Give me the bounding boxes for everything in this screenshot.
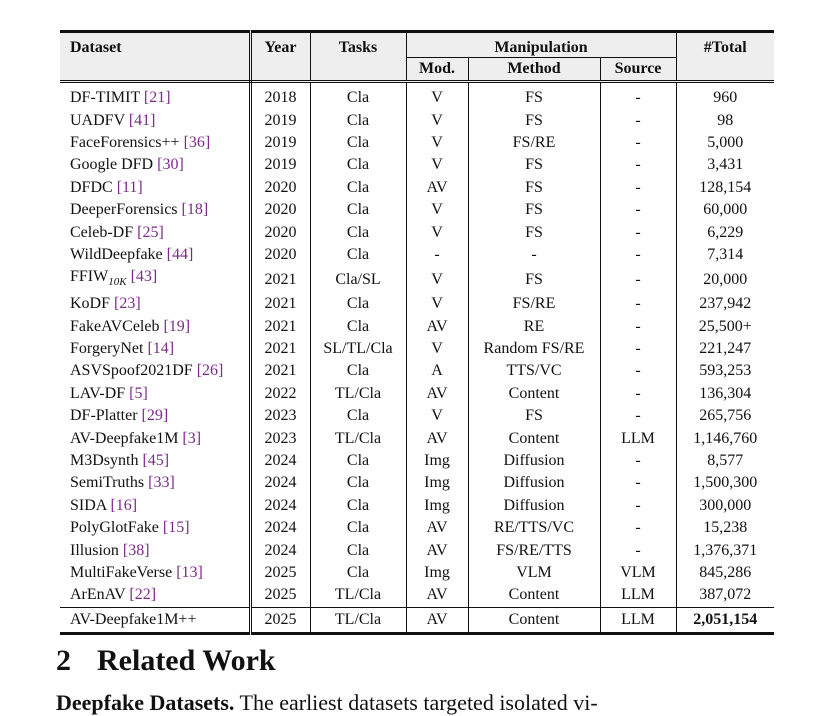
method-cell: FS — [468, 154, 600, 176]
tasks-cell: TL/Cla — [310, 383, 406, 405]
mod-cell: Img — [406, 450, 468, 472]
year-cell: 2025 — [250, 562, 310, 584]
tasks-cell: Cla — [310, 472, 406, 494]
dataset-cell — [60, 360, 250, 382]
source-cell: - — [600, 199, 676, 221]
mod-cell: AV — [406, 539, 468, 561]
method-cell: Diffusion — [468, 450, 600, 472]
method-cell: FS — [468, 199, 600, 221]
tasks-cell: Cla — [310, 82, 406, 110]
mod-cell: AV — [406, 607, 468, 633]
tasks-cell: Cla — [310, 244, 406, 266]
tasks-cell: TL/Cla — [310, 607, 406, 633]
dataset-cell — [60, 584, 250, 607]
citation-link[interactable]: [11] — [116, 178, 143, 196]
mod-cell: V — [406, 132, 468, 154]
dataset-cell — [60, 293, 250, 315]
year-cell: 2020 — [250, 244, 310, 266]
method-cell: FS — [468, 82, 600, 110]
table-row — [60, 177, 774, 199]
citation-link[interactable]: [30] — [157, 156, 184, 174]
table-row — [60, 539, 774, 561]
mod-cell: AV — [406, 427, 468, 449]
dataset-name: Google DFD — [70, 156, 154, 174]
dataset-cell — [60, 244, 250, 266]
year-cell: 2025 — [250, 607, 310, 633]
mod-cell: V — [406, 221, 468, 243]
table-header — [60, 32, 774, 82]
header-manipulation: Manipulation — [406, 32, 676, 58]
citation-link[interactable]: [15] — [162, 519, 190, 537]
tasks-cell: SL/TL/Cla — [310, 338, 406, 360]
total-cell: 60,000 — [703, 201, 748, 219]
tasks-cell: Cla — [310, 132, 406, 154]
source-cell: - — [600, 154, 676, 176]
table-row — [60, 293, 774, 315]
total-cell: 1,500,300 — [693, 474, 758, 492]
total-cell: 1,146,760 — [693, 429, 758, 447]
method-cell: Diffusion — [468, 472, 600, 494]
mod-cell: A — [406, 360, 468, 382]
dataset-subscript: 10K — [108, 276, 127, 289]
dataset-name: DeeperForensics — [70, 201, 178, 219]
method-cell: VLM — [468, 562, 600, 584]
mod-cell: V — [406, 266, 468, 293]
table-row — [60, 109, 774, 131]
datasets-table-container — [60, 30, 774, 635]
dataset-name: FaceForensics++ — [70, 133, 180, 151]
paragraph-text: The earliest datasets targeted isolated vi- — [234, 690, 598, 715]
dataset-name: ForgeryNet — [70, 340, 144, 358]
mod-cell: AV — [406, 517, 468, 539]
citation-link[interactable]: [44] — [166, 245, 194, 263]
dataset-cell — [60, 177, 250, 199]
citation-link[interactable]: [21] — [143, 89, 171, 107]
method-cell: TTS/VC — [468, 360, 600, 382]
method-cell: FS — [468, 266, 600, 293]
source-cell: LLM — [600, 607, 676, 633]
mod-cell: AV — [406, 383, 468, 405]
dataset-cell — [60, 539, 250, 561]
total-cell: 221,247 — [699, 340, 752, 358]
mod-cell: V — [406, 338, 468, 360]
header-source: Source — [600, 58, 676, 82]
table-row — [60, 244, 774, 266]
table-row — [60, 221, 774, 243]
source-cell: - — [600, 177, 676, 199]
total-cell: 5,000 — [707, 133, 744, 151]
method-cell: FS — [468, 109, 600, 131]
mod-cell: V — [406, 405, 468, 427]
tasks-cell: TL/Cla — [310, 427, 406, 449]
method-cell: FS — [468, 177, 600, 199]
source-cell: - — [600, 360, 676, 382]
tasks-cell: Cla — [310, 360, 406, 382]
source-cell: - — [600, 495, 676, 517]
method-cell: FS/RE — [468, 293, 600, 315]
mod-cell: - — [406, 244, 468, 266]
citation-link[interactable]: [18] — [181, 201, 209, 219]
year-cell: 2024 — [250, 495, 310, 517]
dataset-name: DF-TIMIT — [70, 89, 140, 107]
source-cell: - — [600, 539, 676, 561]
total-cell: 593,253 — [699, 362, 752, 380]
total-cell: 3,431 — [707, 156, 744, 174]
dataset-name: WildDeepfake — [70, 245, 163, 263]
header-total: #Total — [676, 32, 774, 82]
citation-link[interactable]: [36] — [183, 133, 211, 151]
year-cell: 2024 — [250, 472, 310, 494]
mod-cell: V — [406, 293, 468, 315]
source-cell: - — [600, 383, 676, 405]
table-row — [60, 316, 774, 338]
year-cell: 2025 — [250, 584, 310, 607]
mod-cell: AV — [406, 584, 468, 607]
dataset-cell — [60, 517, 250, 539]
mod-cell: AV — [406, 177, 468, 199]
dataset-cell — [60, 132, 250, 154]
dataset-name: Illusion — [70, 541, 119, 559]
header-dataset: Dataset — [60, 32, 250, 82]
year-cell: 2022 — [250, 383, 310, 405]
header-method: Method — [468, 58, 600, 82]
source-cell: VLM — [600, 562, 676, 584]
source-cell: - — [600, 132, 676, 154]
total-cell: 1,376,371 — [693, 541, 758, 559]
table-row — [60, 584, 774, 607]
source-cell: - — [600, 109, 676, 131]
year-cell: 2021 — [250, 316, 310, 338]
method-cell: FS — [468, 221, 600, 243]
tasks-cell: Cla — [310, 517, 406, 539]
total-cell: 20,000 — [703, 270, 748, 288]
total-cell: 7,314 — [707, 245, 744, 263]
source-cell: - — [600, 450, 676, 472]
dataset-name: DF-Platter — [70, 407, 138, 425]
year-cell: 2020 — [250, 177, 310, 199]
source-cell: - — [600, 338, 676, 360]
dataset-name: AV-Deepfake1M++ — [60, 607, 250, 633]
dataset-name: DFDC — [70, 178, 113, 196]
year-cell: 2021 — [250, 360, 310, 382]
dataset-cell — [60, 562, 250, 584]
dataset-cell — [60, 82, 250, 110]
source-cell: - — [600, 293, 676, 315]
mod-cell: V — [406, 154, 468, 176]
table-row — [60, 383, 774, 405]
citation-link[interactable]: [38] — [122, 541, 150, 559]
year-cell: 2021 — [250, 293, 310, 315]
tasks-cell: Cla — [310, 405, 406, 427]
method-cell: Content — [468, 584, 600, 607]
header-tasks: Tasks — [310, 32, 406, 82]
year-cell: 2020 — [250, 199, 310, 221]
source-cell: - — [600, 82, 676, 110]
table-row — [60, 562, 774, 584]
total-cell: 300,000 — [699, 496, 752, 514]
table-row-ours — [60, 607, 774, 633]
year-cell: 2023 — [250, 427, 310, 449]
paragraph-lead: Deepfake Datasets. — [56, 690, 235, 715]
dataset-name: LAV-DF — [70, 384, 126, 402]
year-cell: 2018 — [250, 82, 310, 110]
table-row — [60, 450, 774, 472]
dataset-name: ASVSpoof2021DF — [70, 362, 193, 380]
table-row — [60, 517, 774, 539]
dataset-cell — [60, 221, 250, 243]
table-row — [60, 472, 774, 494]
mod-cell: V — [406, 199, 468, 221]
citation-link[interactable]: [16] — [110, 496, 138, 514]
dataset-cell — [60, 266, 250, 293]
source-cell: - — [600, 316, 676, 338]
tasks-cell: Cla — [310, 316, 406, 338]
dataset-cell — [60, 405, 250, 427]
table-row — [60, 405, 774, 427]
source-cell: LLM — [600, 584, 676, 607]
dataset-cell — [60, 383, 250, 405]
method-cell: Diffusion — [468, 495, 600, 517]
dataset-name: KoDF — [70, 295, 111, 313]
dataset-cell — [60, 199, 250, 221]
table-row — [60, 427, 774, 449]
method-cell: RE/TTS/VC — [468, 517, 600, 539]
citation-link[interactable]: [29] — [141, 407, 169, 425]
tasks-cell: Cla — [310, 539, 406, 561]
tasks-cell: Cla — [310, 293, 406, 315]
table-row — [60, 82, 774, 110]
dataset-cell — [60, 109, 250, 131]
section-title: Related Work — [97, 644, 276, 677]
table-row — [60, 154, 774, 176]
year-cell: 2024 — [250, 517, 310, 539]
source-cell: - — [600, 244, 676, 266]
mod-cell: Img — [406, 472, 468, 494]
header-mod: Mod. — [406, 58, 468, 82]
method-cell: - — [468, 244, 600, 266]
citation-link[interactable]: [41] — [128, 111, 156, 129]
tasks-cell: TL/Cla — [310, 584, 406, 607]
total-cell: 387,072 — [699, 586, 752, 604]
source-cell: - — [600, 266, 676, 293]
year-cell: 2020 — [250, 221, 310, 243]
method-cell: FS/RE/TTS — [468, 539, 600, 561]
mod-cell: V — [406, 82, 468, 110]
tasks-cell: Cla/SL — [310, 266, 406, 293]
dataset-name: M3Dsynth — [70, 452, 139, 470]
total-cell: 960 — [713, 89, 738, 107]
year-cell: 2021 — [250, 338, 310, 360]
tasks-cell: Cla — [310, 199, 406, 221]
total-cell: 8,577 — [707, 452, 744, 470]
total-cell: 265,756 — [699, 407, 752, 425]
citation-link[interactable]: [19] — [163, 317, 191, 335]
year-cell: 2019 — [250, 109, 310, 131]
mod-cell: V — [406, 109, 468, 131]
dataset-cell — [60, 154, 250, 176]
tasks-cell: Cla — [310, 562, 406, 584]
total-cell: 6,229 — [707, 223, 744, 241]
table-row — [60, 266, 774, 293]
dataset-name: AV-Deepfake1M — [70, 429, 179, 447]
table-row — [60, 132, 774, 154]
tasks-cell: Cla — [310, 495, 406, 517]
year-cell: 2021 — [250, 266, 310, 293]
table-row — [60, 360, 774, 382]
dataset-name: MultiFakeVerse — [70, 564, 173, 581]
total-cell: 98 — [717, 111, 734, 129]
dataset-cell — [60, 450, 250, 472]
year-cell: 2019 — [250, 132, 310, 154]
source-cell: - — [600, 221, 676, 243]
citation-link[interactable]: [23] — [114, 295, 141, 313]
tasks-cell: Cla — [310, 221, 406, 243]
tasks-cell: Cla — [310, 177, 406, 199]
dataset-cell — [60, 472, 250, 494]
citation-link[interactable]: [33] — [148, 474, 175, 492]
paragraph — [56, 690, 598, 716]
dataset-name: ArEnAV — [70, 586, 126, 604]
section-number: 2 — [56, 644, 71, 677]
source-cell: - — [600, 472, 676, 494]
method-cell: Content — [468, 383, 600, 405]
dataset-cell — [60, 316, 250, 338]
mod-cell: Img — [406, 495, 468, 517]
table-row — [60, 338, 774, 360]
source-cell: LLM — [600, 427, 676, 449]
dataset-name: Celeb-DF — [70, 223, 134, 241]
citation-link[interactable]: [45] — [142, 452, 170, 470]
citation-link[interactable]: [14] — [147, 340, 175, 358]
section-heading — [56, 644, 276, 678]
dataset-name: SIDA — [70, 496, 107, 514]
citation-link[interactable]: [25] — [137, 223, 164, 241]
tasks-cell: Cla — [310, 109, 406, 131]
dataset-cell — [60, 495, 250, 517]
table-row — [60, 495, 774, 517]
total-cell: 2,051,154 — [676, 607, 774, 633]
dataset-name: FakeAVCeleb — [70, 317, 160, 335]
citation-link[interactable]: [5] — [129, 384, 148, 402]
source-cell: - — [600, 405, 676, 427]
method-cell: Content — [468, 607, 600, 633]
total-cell: 237,942 — [699, 295, 752, 313]
table-body — [60, 82, 774, 634]
citation-link[interactable]: [13] — [176, 564, 203, 581]
tasks-cell: Cla — [310, 450, 406, 472]
source-cell: - — [600, 517, 676, 539]
year-cell: 2019 — [250, 154, 310, 176]
table-row — [60, 199, 774, 221]
year-cell: 2023 — [250, 405, 310, 427]
dataset-name: SemiTruths — [70, 474, 145, 492]
dataset-cell — [60, 338, 250, 360]
year-cell: 2024 — [250, 450, 310, 472]
datasets-comparison-table — [60, 30, 774, 635]
dataset-name: FFIW — [70, 268, 109, 286]
dataset-name: PolyGlotFake — [70, 519, 159, 537]
total-cell: 845,286 — [699, 564, 752, 581]
dataset-name: UADFV — [70, 111, 125, 129]
citation-link[interactable]: [22] — [129, 586, 157, 604]
header-year: Year — [250, 32, 310, 82]
year-cell: 2024 — [250, 539, 310, 561]
method-cell: FS — [468, 405, 600, 427]
tasks-cell: Cla — [310, 154, 406, 176]
mod-cell: AV — [406, 316, 468, 338]
method-cell: FS/RE — [468, 132, 600, 154]
mod-cell: Img — [406, 562, 468, 584]
total-cell: 15,238 — [703, 519, 748, 537]
method-cell: RE — [468, 316, 600, 338]
method-cell: Random FS/RE — [468, 338, 600, 360]
citation-link[interactable]: [3] — [182, 429, 202, 447]
citation-link[interactable]: [26] — [196, 362, 224, 380]
total-cell: 128,154 — [699, 178, 752, 196]
method-cell: Content — [468, 427, 600, 449]
citation-link[interactable]: [43] — [130, 268, 158, 286]
total-cell: 136,304 — [699, 384, 752, 402]
dataset-cell — [60, 427, 250, 449]
total-cell: 25,500+ — [698, 317, 752, 335]
